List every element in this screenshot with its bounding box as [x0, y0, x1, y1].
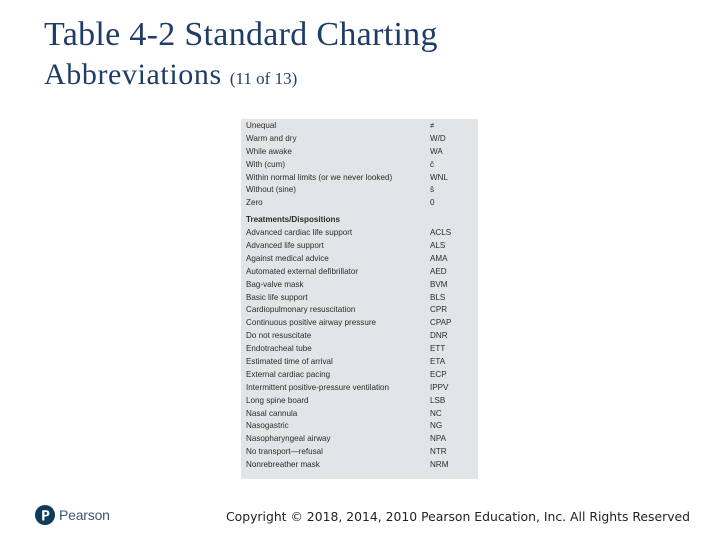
title-abbreviations: Abbreviations — [44, 58, 222, 91]
table-rows-section — [246, 227, 474, 472]
copyright-text: Copyright © 2018, 2014, 2010 Pearson Education, Inc. All Rights Reserved — [226, 509, 691, 524]
table-row — [246, 253, 474, 266]
section-heading: Treatments/Dispositions — [246, 215, 340, 225]
table-row — [246, 343, 474, 356]
table-row — [246, 420, 474, 433]
slide-title — [44, 14, 684, 98]
row-term: Unequal — [246, 121, 277, 130]
row-term: Nonrebreather mask — [246, 460, 320, 470]
row-abbreviation: NC — [430, 408, 442, 418]
pearson-logo — [35, 505, 110, 525]
row-abbreviation: ACLS — [430, 228, 452, 238]
row-abbreviation: s̄ — [430, 185, 435, 195]
table-row — [246, 433, 474, 446]
row-abbreviation: IPPV — [430, 382, 449, 392]
table-row — [246, 184, 474, 197]
table-row — [246, 146, 474, 159]
table-rows-top — [246, 120, 474, 210]
table-row — [246, 120, 474, 133]
row-term: Intermittent positive-pressure ventilation — [246, 382, 390, 392]
row-term: Endotracheal tube — [246, 344, 312, 354]
row-term: Continuous positive airway pressure — [246, 318, 377, 328]
row-term: External cardiac pacing — [246, 369, 331, 379]
row-term: Cardiopulmonary resuscitation — [246, 305, 356, 315]
row-abbreviation: ETT — [430, 344, 446, 354]
row-term: Automated external defibrillator — [246, 266, 359, 276]
row-abbreviation: BVM — [430, 279, 448, 289]
row-term: Advanced cardiac life support — [246, 228, 353, 238]
table-row — [246, 292, 474, 305]
table-row — [246, 159, 474, 172]
row-abbreviation: NTR — [430, 447, 447, 457]
row-term: Nasal cannula — [246, 408, 298, 418]
row-term: Warm and dry — [246, 133, 297, 143]
table-row — [246, 395, 474, 408]
row-abbreviation: AMA — [430, 253, 448, 263]
row-term: Within normal limits (or we never looked) — [246, 172, 393, 182]
row-term: Do not resuscitate — [246, 331, 312, 341]
row-term: No transport—refusal — [246, 447, 323, 457]
row-abbreviation: LSB — [430, 395, 446, 405]
title-line-2 — [44, 56, 684, 98]
row-abbreviation: WA — [430, 146, 443, 156]
row-abbreviation: DNR — [430, 331, 448, 341]
row-abbreviation: ALS — [430, 241, 446, 251]
row-abbreviation: 0 — [430, 198, 435, 208]
row-abbreviation: NPA — [430, 434, 447, 444]
table-row — [246, 172, 474, 185]
row-abbreviation: c̄ — [430, 159, 435, 169]
pearson-p-icon — [35, 505, 55, 525]
table-row — [246, 227, 474, 240]
row-term: With (cum) — [246, 159, 286, 169]
table-row — [246, 133, 474, 146]
row-abbreviation: ETA — [430, 357, 446, 367]
row-term: Against medical advice — [246, 253, 329, 263]
row-abbreviation: NG — [430, 421, 443, 431]
row-term: Basic life support — [246, 292, 308, 302]
table-row — [246, 304, 474, 317]
title-line-1: Table 4-2 Standard Charting — [44, 16, 438, 53]
abbreviations-table — [241, 119, 478, 479]
table-row — [246, 279, 474, 292]
table-row — [246, 197, 474, 210]
row-term: Without (sine) — [246, 185, 296, 195]
row-term: Nasogastric — [246, 421, 289, 431]
table-row — [246, 408, 474, 421]
table-row — [246, 369, 474, 382]
row-term: Bag-valve mask — [246, 279, 304, 289]
row-term: While awake — [246, 146, 292, 156]
row-abbreviation: BLS — [430, 292, 446, 302]
table-row — [246, 317, 474, 330]
table-row — [246, 240, 474, 253]
row-abbreviation: ≠ — [430, 121, 435, 130]
row-abbreviation: NRM — [430, 460, 449, 470]
row-abbreviation: AED — [430, 266, 447, 276]
row-abbreviation: W/D — [430, 133, 446, 143]
row-term: Nasopharyngeal airway — [246, 434, 331, 444]
row-abbreviation: CPR — [430, 305, 448, 315]
row-abbreviation: ECP — [430, 369, 447, 379]
row-term: Zero — [246, 198, 263, 208]
row-term: Estimated time of arrival — [246, 357, 333, 367]
table-row — [246, 356, 474, 369]
table-row — [246, 382, 474, 395]
row-term: Long spine board — [246, 395, 309, 405]
row-term: Advanced life support — [246, 241, 324, 251]
row-abbreviation: CPAP — [430, 318, 452, 328]
table-row — [246, 266, 474, 279]
logo-text: Pearson — [59, 507, 110, 523]
table-row — [246, 330, 474, 343]
row-abbreviation: WNL — [430, 172, 448, 182]
title-subtitle: (11 of 13) — [229, 69, 298, 88]
table-row — [246, 446, 474, 459]
table-row — [246, 459, 474, 472]
